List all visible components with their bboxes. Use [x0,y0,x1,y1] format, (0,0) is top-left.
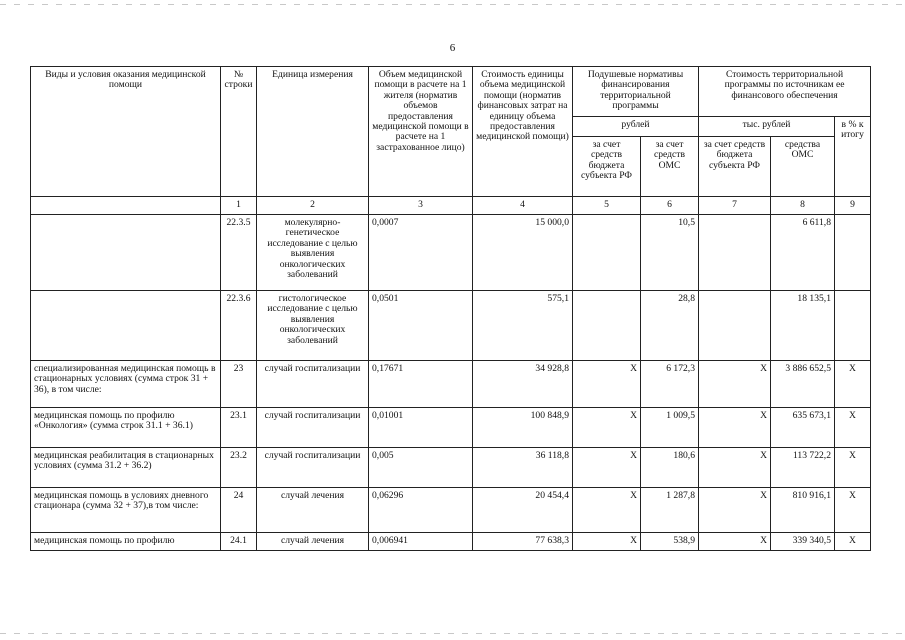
scan-artifact-top [0,4,905,5]
financing-table [30,66,871,551]
header-norm-oms: за счет средств ОМС [641,137,699,197]
header-unit-cost: Стоимость единицы объема медицинской помощи (норматив финансовых затрат на единицу объема предоставления медицинской помощи) [473,67,573,197]
header-row-number: № строки [221,67,257,197]
row-norm-oms: 180,6 [641,448,699,488]
row-norm-budget: X [573,533,641,551]
row-unit-cost: 34 928,8 [473,361,573,408]
row-unit: случай лечения [257,533,369,551]
column-number: 7 [699,197,771,215]
row-unit-cost: 100 848,9 [473,408,573,448]
row-volume: 0,005 [369,448,473,488]
header-per-capita-norms: Подушевые нормативы финансирования территориальной программы [573,67,699,117]
header-percent-total: в % к итогу [835,117,871,197]
row-volume: 0,01001 [369,408,473,448]
row-cost-budget [699,291,771,361]
row-unit-cost: 15 000,0 [473,215,573,291]
row-percent [835,291,871,361]
row-volume: 0,0501 [369,291,473,361]
row-unit-cost: 20 454,4 [473,488,573,533]
column-number-row [31,197,871,215]
row-number: 22.3.6 [221,291,257,361]
row-norm-oms: 28,8 [641,291,699,361]
table-row [31,215,871,291]
column-number: 9 [835,197,871,215]
table-row [31,488,871,533]
header-cost-oms: средства ОМС [771,137,835,197]
row-norm-oms: 538,9 [641,533,699,551]
row-unit-cost: 77 638,3 [473,533,573,551]
table-row [31,533,871,551]
row-norm-budget: X [573,361,641,408]
table-row [31,408,871,448]
row-volume: 0,17671 [369,361,473,408]
row-name: специализированная медицинская помощь в стационарных условиях (сумма строк 31 + 36), в том числе: [31,361,221,408]
row-percent: X [835,488,871,533]
row-percent: X [835,408,871,448]
row-cost-budget: X [699,408,771,448]
row-cost-budget: X [699,448,771,488]
row-unit: молекулярно-генетическое исследование с целью выявления онкологических заболеваний [257,215,369,291]
row-cost-oms: 113 722,2 [771,448,835,488]
row-unit: гистологическое исследование с целью выявления онкологических заболеваний [257,291,369,361]
column-number: 5 [573,197,641,215]
row-cost-oms: 635 673,1 [771,408,835,448]
row-volume: 0,006941 [369,533,473,551]
row-number: 22.3.5 [221,215,257,291]
row-volume: 0,0007 [369,215,473,291]
row-name: медицинская реабилитация в стационарных условиях (сумма 31.2 + 36.2) [31,448,221,488]
row-norm-oms: 10,5 [641,215,699,291]
row-name: медицинская помощь в условиях дневного стационара (сумма 32 + 37),в том числе: [31,488,221,533]
row-name: медицинская помощь по профилю «Онкология» (сумма строк 31.1 + 36.1) [31,408,221,448]
row-unit: случай госпитализации [257,361,369,408]
row-number: 23.1 [221,408,257,448]
header-program-cost: Стоимость территориальной программы по источникам ее финансового обеспечения [699,67,871,117]
row-norm-budget [573,215,641,291]
scan-artifact-bottom [0,633,905,634]
row-cost-budget: X [699,533,771,551]
column-number: 6 [641,197,699,215]
row-name: медицинская помощь по профилю [31,533,221,551]
column-number: 1 [221,197,257,215]
row-norm-budget [573,291,641,361]
row-norm-oms: 6 172,3 [641,361,699,408]
header-cost-budget: за счет средств бюджета субъекта РФ [699,137,771,197]
row-unit-cost: 575,1 [473,291,573,361]
page-number: 6 [449,42,456,54]
row-cost-budget: X [699,488,771,533]
row-percent: X [835,448,871,488]
row-percent: X [835,361,871,408]
row-norm-budget: X [573,488,641,533]
column-number-blank [31,197,221,215]
row-cost-oms: 339 340,5 [771,533,835,551]
header-row-1 [31,67,871,117]
row-percent [835,215,871,291]
header-rubles: рублей [573,117,699,137]
row-percent: X [835,533,871,551]
row-norm-budget: X [573,448,641,488]
column-number: 4 [473,197,573,215]
row-norm-oms: 1 287,8 [641,488,699,533]
row-cost-budget [699,215,771,291]
column-number: 8 [771,197,835,215]
row-number: 24.1 [221,533,257,551]
row-volume: 0,06296 [369,488,473,533]
row-unit-cost: 36 118,8 [473,448,573,488]
row-cost-oms: 18 135,1 [771,291,835,361]
row-unit: случай госпитализации [257,448,369,488]
row-number: 23.2 [221,448,257,488]
row-number: 23 [221,361,257,408]
header-thousand-rubles: тыс. рублей [699,117,835,137]
row-number: 24 [221,488,257,533]
row-norm-budget: X [573,408,641,448]
row-norm-oms: 1 009,5 [641,408,699,448]
row-cost-budget: X [699,361,771,408]
column-number: 2 [257,197,369,215]
row-cost-oms: 810 916,1 [771,488,835,533]
row-name [31,291,221,361]
row-unit: случай лечения [257,488,369,533]
table-row [31,448,871,488]
header-norm-budget: за счет средств бюджета субъекта РФ [573,137,641,197]
row-cost-oms: 6 611,8 [771,215,835,291]
row-name [31,215,221,291]
header-type-conditions: Виды и условия оказания медицинской помощи [31,67,221,197]
row-cost-oms: 3 886 652,5 [771,361,835,408]
column-number: 3 [369,197,473,215]
header-volume: Объем медицинской помощи в расчете на 1 жителя (норматив объемов предоставления медицинской помощи в расчете на 1 застрахованное лицо) [369,67,473,197]
table-row [31,291,871,361]
table-row [31,361,871,408]
row-unit: случай госпитализации [257,408,369,448]
header-unit: Единица измерения [257,67,369,197]
